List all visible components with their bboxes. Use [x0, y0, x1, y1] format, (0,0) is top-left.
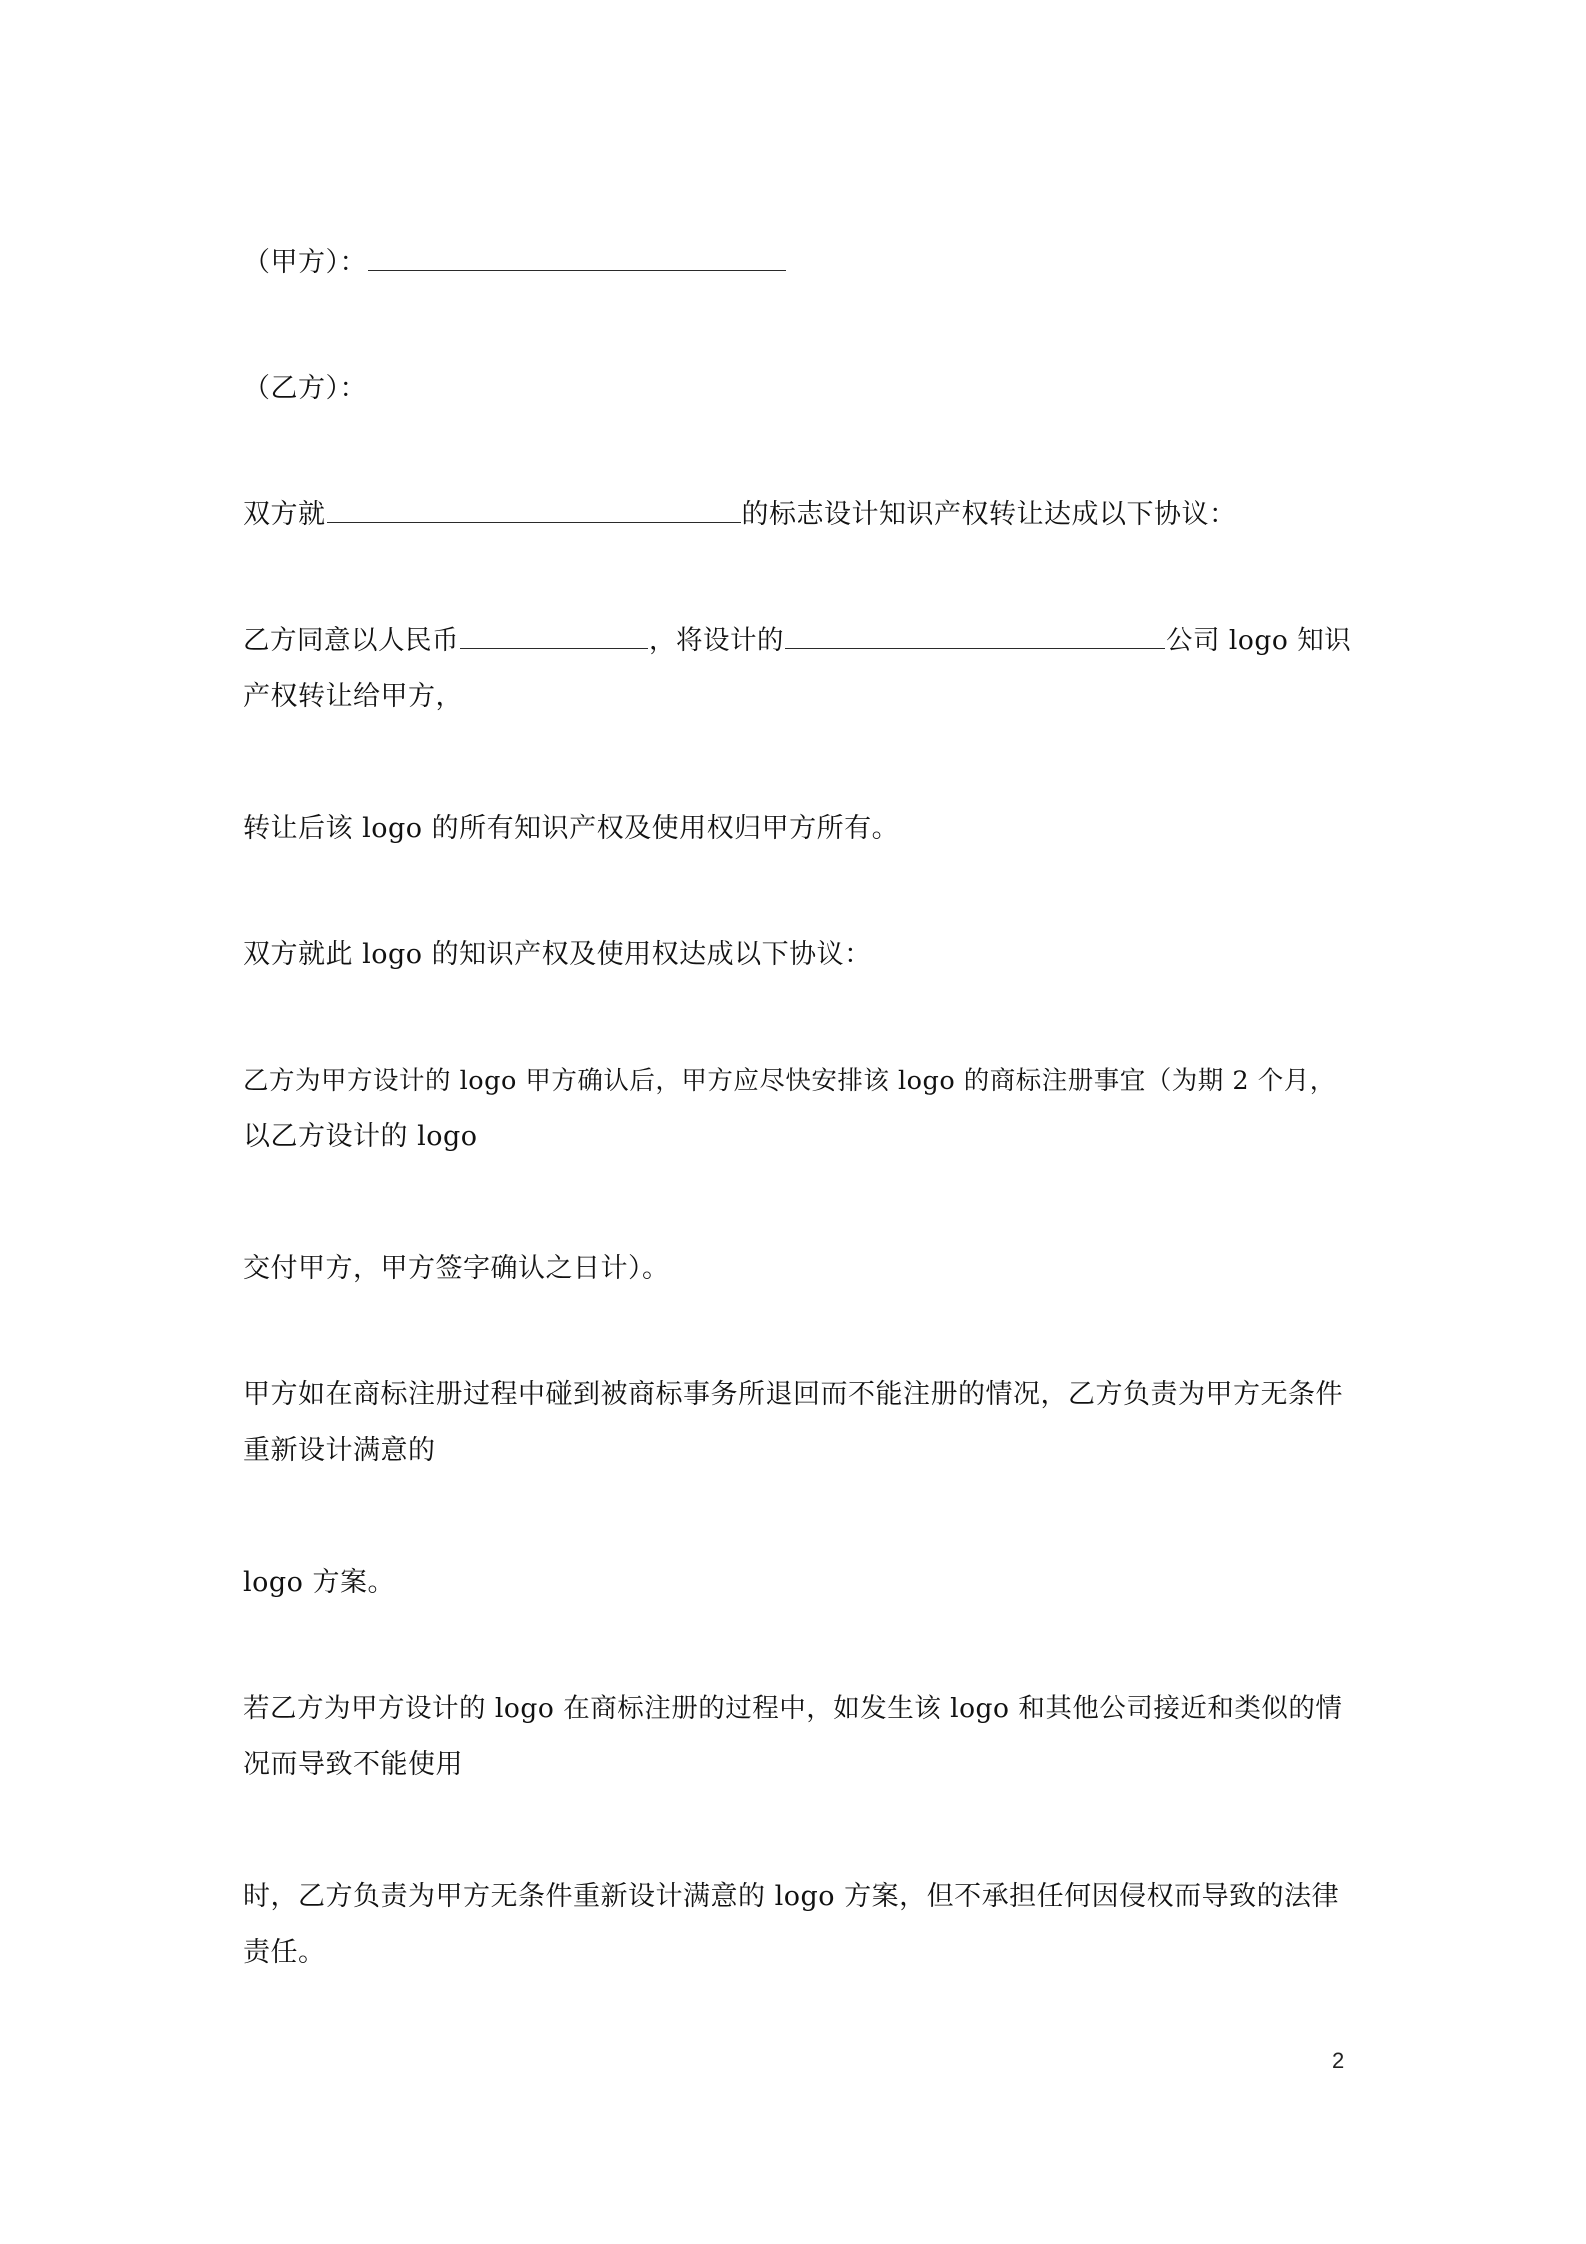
party-b-line — [243, 355, 1353, 423]
clause3-line-2 — [243, 1731, 1353, 1799]
clause3-text-3: 时，乙方负责为甲方无条件重新设计满意的 logo 方案，但不承担任何因侵权而导致的法律 — [243, 1881, 1340, 1912]
transfer-text-3: 公司 logo 知识 — [1166, 625, 1352, 656]
transfer-text-1: 乙方同意以人民币 — [243, 625, 459, 656]
transfer-text-4: 产权转让给甲方， — [243, 681, 463, 712]
price-blank[interactable] — [460, 618, 648, 649]
clause3-text-1: 若乙方为甲方设计的 logo 在商标注册的过程中，如发生该 logo 和其他公司接近和类似的情 — [243, 1693, 1343, 1724]
after-transfer-text: 转让后该 logo 的所有知识产权及使用权归甲方所有。 — [243, 813, 900, 844]
intro-suffix: 的标志设计知识产权转让达成以下协议： — [741, 499, 1237, 530]
party-a-label: （甲方）： — [243, 247, 367, 278]
agreement-intro-text: 双方就此 logo 的知识产权及使用权达成以下协议： — [243, 939, 872, 970]
clause2-text-3: logo 方案。 — [243, 1567, 396, 1598]
project-name-blank[interactable] — [327, 492, 741, 523]
clause2-line-3 — [243, 1549, 1353, 1617]
clause1-text-3: 交付甲方，甲方签字确认之日计）。 — [243, 1253, 670, 1284]
after-transfer-line — [243, 795, 1353, 863]
clause1-text-2: 以乙方设计的 logo — [243, 1121, 478, 1152]
clause1-text-1: 乙方为甲方设计的 logo 甲方确认后，甲方应尽快安排该 logo 的商标注册事宜（为期 2 个月， — [243, 1066, 1336, 1096]
transfer-text-2: ，将设计的 — [649, 625, 784, 656]
clause3-text-4: 责任。 — [243, 1937, 326, 1968]
agreement-intro-line — [243, 921, 1353, 989]
clause1-line-2 — [243, 1103, 1353, 1171]
clause2-text-1: 甲方如在商标注册过程中碰到被商标事务所退回而不能注册的情况，乙方负责为甲方无条件 — [243, 1379, 1343, 1410]
clause2-text-2: 重新设计满意的 — [243, 1435, 436, 1466]
clause3-text-2: 况而导致不能使用 — [243, 1749, 463, 1780]
party-a-line — [243, 229, 1353, 297]
clause3-line-4 — [243, 1919, 1353, 1987]
page-number: 2 — [1332, 2048, 1345, 2073]
company-name-blank[interactable] — [785, 618, 1165, 649]
transfer-line-2 — [243, 663, 1353, 731]
party-a-blank[interactable] — [368, 240, 786, 271]
intro-prefix: 双方就 — [243, 499, 326, 530]
clause2-line-2 — [243, 1417, 1353, 1485]
intro-line — [243, 481, 1353, 549]
clause1-line-3 — [243, 1235, 1353, 1303]
party-b-label: （乙方）： — [243, 373, 367, 404]
